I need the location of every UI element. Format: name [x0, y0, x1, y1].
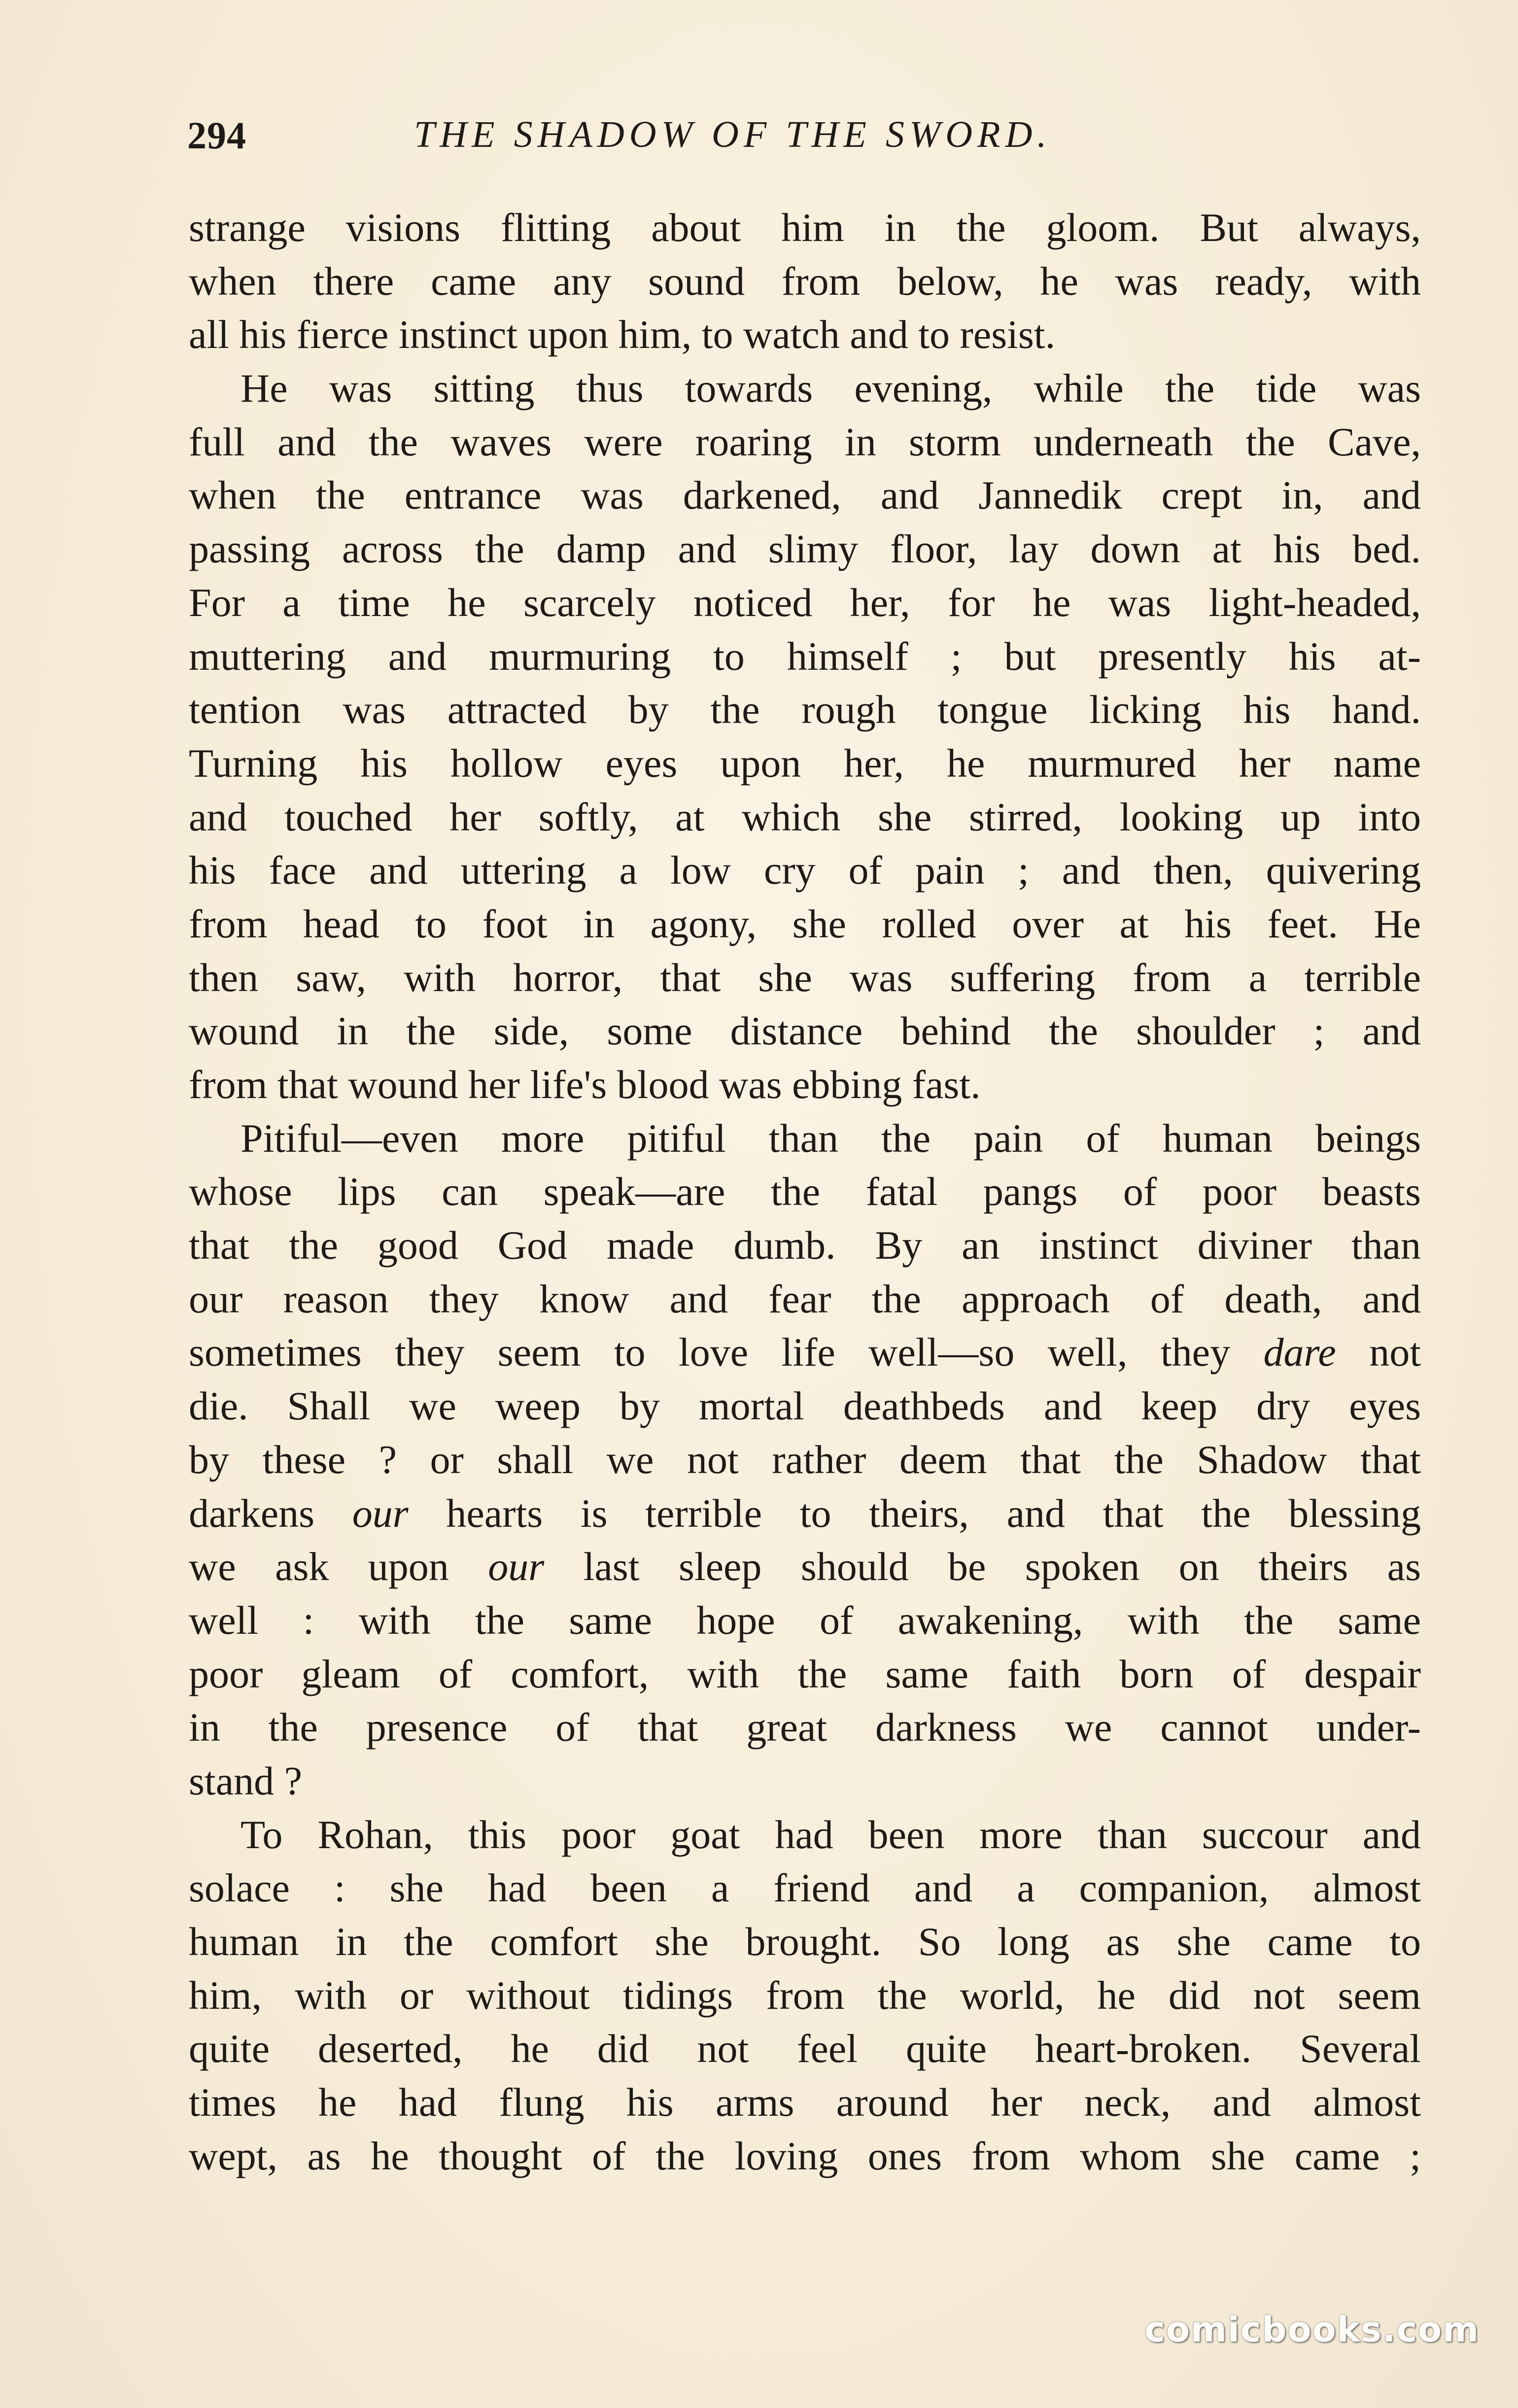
text-line: well : with the same hope of awakening, with the same	[189, 1597, 1421, 1643]
text-line: sometimes they seem to love life well—so well, they dare not	[189, 1330, 1421, 1375]
text-line: wept, as he thought of the loving ones from whom she came ;	[189, 2133, 1421, 2178]
text-line: we ask upon our last sleep should be spoken on theirs as	[189, 1544, 1421, 1589]
text-line: all his fierce instinct upon him, to watch and to resist.	[189, 312, 1056, 357]
text-line: full and the waves were roaring in storm underneath the Cave,	[189, 419, 1421, 464]
text-line: wound in the side, some distance behind the shoulder ; and	[189, 1008, 1421, 1054]
text-line: strange visions flitting about him in the gloom. But always,	[189, 205, 1421, 250]
text-line: die. Shall we weep by mortal deathbeds and keep dry eyes	[189, 1383, 1421, 1429]
page-header	[187, 113, 1173, 168]
body-text	[189, 201, 1421, 2183]
text-line: then saw, with horror, that she was suffering from a terrible	[189, 955, 1421, 1000]
text-line: by these ? or shall we not rather deem that the Shadow that	[189, 1437, 1421, 1482]
text-line: solace : she had been a friend and a companion, almost	[189, 1865, 1421, 1911]
text-line: Pitiful—even more pitiful than the pain of human beings	[241, 1115, 1421, 1161]
text-line: tention was attracted by the rough tongue licking his hand.	[189, 687, 1421, 732]
text-line: For a time he scarcely noticed her, for he was light-headed,	[189, 580, 1421, 625]
text-line: his face and uttering a low cry of pain ; and then, quivering	[189, 848, 1421, 893]
text-line: He was sitting thus towards evening, while the tide was	[241, 366, 1421, 411]
text-line: when the entrance was darkened, and Jannedik crept in, and	[189, 473, 1421, 518]
watermark-logo: comicbooks.com	[1144, 2309, 1480, 2350]
text-line: our reason they know and fear the approach of death, and	[189, 1276, 1421, 1321]
text-line: human in the comfort she brought. So long as she came to	[189, 1919, 1421, 1964]
paragraph	[189, 362, 1421, 1112]
text-line: that the good God made dumb. By an instinct diviner than	[189, 1223, 1421, 1268]
text-line: whose lips can speak—are the fatal pangs of poor beasts	[189, 1169, 1421, 1214]
text-line: and touched her softly, at which she stirred, looking up into	[189, 794, 1421, 839]
text-line: in the presence of that great darkness we cannot under-	[189, 1705, 1421, 1750]
text-line: him, with or without tidings from the world, he did not seem	[189, 1972, 1421, 2018]
text-line: when there came any sound from below, he was ready, with	[189, 258, 1421, 304]
text-line: passing across the damp and slimy floor, lay down at his bed.	[189, 526, 1421, 572]
text-line: poor gleam of comfort, with the same faith born of despair	[189, 1651, 1421, 1696]
paragraph	[189, 1808, 1421, 2183]
text-line: muttering and murmuring to himself ; but presently his at-	[189, 633, 1421, 679]
text-line: Turning his hollow eyes upon her, he murmured her name	[189, 740, 1421, 786]
text-line: To Rohan, this poor goat had been more than succour and	[241, 1812, 1421, 1857]
text-line: darkens our hearts is terrible to theirs, and that the blessing	[189, 1490, 1421, 1536]
text-line: stand ?	[189, 1758, 302, 1803]
page-number: 294	[187, 114, 246, 157]
text-line: quite deserted, he did not feel quite heart-broken. Several	[189, 2026, 1421, 2071]
paragraph	[189, 201, 1421, 362]
text-line: times he had flung his arms around her neck, and almost	[189, 2080, 1421, 2125]
paragraph	[189, 1112, 1421, 1808]
text-line: from head to foot in agony, she rolled over at his feet. He	[189, 901, 1421, 946]
text-line: from that wound her life's blood was ebbing fast.	[189, 1062, 981, 1107]
running-head: THE SHADOW OF THE SWORD.	[414, 114, 1052, 155]
